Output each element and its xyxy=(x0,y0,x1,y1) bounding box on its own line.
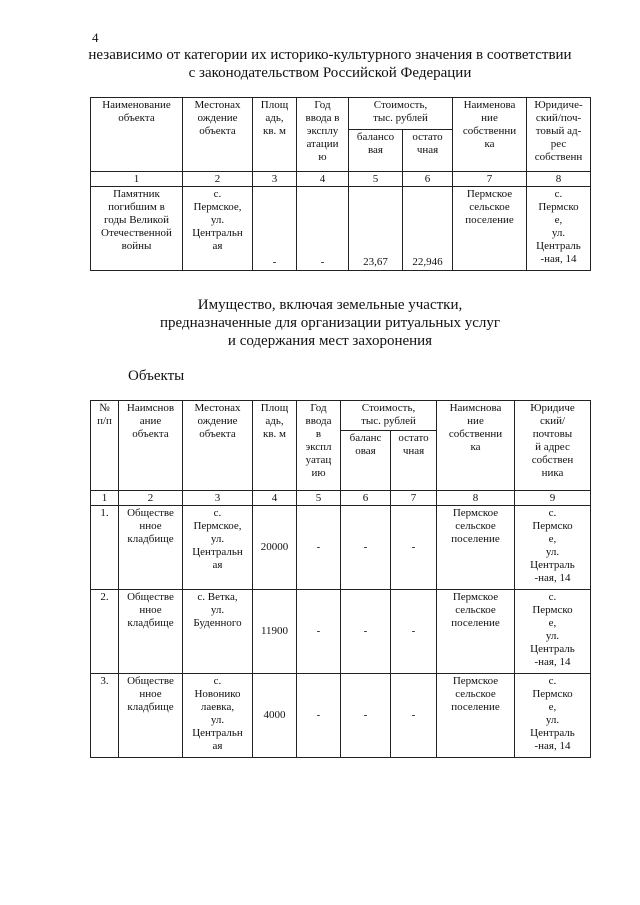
cell-text-line: собственн xyxy=(534,151,583,163)
cell-text-line: й адрес xyxy=(535,441,570,453)
column-number-row xyxy=(91,172,591,187)
cell-text-line: Централь xyxy=(536,240,581,252)
column-number-row xyxy=(91,491,591,506)
cell-text-line: Площ xyxy=(260,402,289,414)
cell-text-line: ул. xyxy=(210,604,225,616)
cell-text-line: овая xyxy=(355,445,376,457)
cell-text-line: войны xyxy=(121,240,152,252)
col-header-legal-address xyxy=(515,401,591,491)
cell-text-line: Отечественной xyxy=(101,227,172,239)
cell-text-line: с. xyxy=(213,507,222,519)
cell-text-line: ая xyxy=(212,740,223,752)
column-number: 4 xyxy=(297,172,349,187)
object-year: - xyxy=(297,506,341,590)
cell-text-line: баланс xyxy=(349,432,382,444)
cell-text-line: объекта xyxy=(199,428,236,440)
cell-text-line: Обществе xyxy=(127,507,174,519)
cell-text-line: с. xyxy=(548,507,557,519)
col-header-cost xyxy=(341,401,437,431)
cell-text-line: поселение xyxy=(451,533,500,545)
cell-text-line: объекта xyxy=(199,125,236,137)
cell-text-line: Пермско xyxy=(532,604,573,616)
cell-text-line: ул. xyxy=(545,630,560,642)
object-residual-cost: - xyxy=(391,674,437,758)
column-number: 7 xyxy=(453,172,527,187)
cell-text-line: поселение xyxy=(465,214,514,226)
cell-text-line: Централь xyxy=(530,643,575,655)
row-number: 3. xyxy=(91,674,119,758)
cell-text-line: адь, xyxy=(265,415,284,427)
object-year: - xyxy=(297,590,341,674)
col-header-location xyxy=(183,401,253,491)
cell-text-line: остато xyxy=(412,131,443,143)
object-area: - xyxy=(253,187,297,271)
cell-text-line: Централь xyxy=(530,727,575,739)
cell-text-line: с. Ветка, xyxy=(197,591,238,603)
column-number: 8 xyxy=(527,172,591,187)
object-location xyxy=(183,506,253,590)
cell-text-line: погибшим в xyxy=(108,201,165,213)
cell-text-line: Новонико xyxy=(194,688,241,700)
cell-text-line: ю xyxy=(318,151,327,163)
cell-text-line: -ная, 14 xyxy=(534,740,571,752)
cell-text-line: Наимснова xyxy=(449,402,502,414)
cell-text-line: с. xyxy=(213,188,222,200)
object-balance-cost: - xyxy=(341,674,391,758)
cemetery-table xyxy=(90,400,591,758)
cell-text-line: с. xyxy=(548,591,557,603)
cell-text-line: ание xyxy=(139,415,162,427)
cell-text-line: ский/поч- xyxy=(535,112,582,124)
cell-text-line: адь, xyxy=(265,112,284,124)
cell-text-line: лаевка, xyxy=(200,701,235,713)
cell-text-line: кладбище xyxy=(127,701,174,713)
cell-text-line: собственни xyxy=(448,428,503,440)
cell-text-line: эксплу xyxy=(306,125,339,137)
cell-text-line: кладбище xyxy=(127,617,174,629)
table-row xyxy=(91,590,591,674)
object-name xyxy=(119,674,183,758)
cell-text-line: Наименование xyxy=(102,99,171,111)
cell-text-line: атации xyxy=(306,138,339,150)
cell-text-line: тыс. рублей xyxy=(373,112,428,124)
object-name xyxy=(91,187,183,271)
cell-text-line: в xyxy=(315,428,322,440)
cell-text-line: собственни xyxy=(462,125,517,137)
object-owner xyxy=(437,674,515,758)
cell-text-line: п/п xyxy=(97,415,112,427)
cell-text-line: кв. м xyxy=(263,428,286,440)
cell-text-line: с. xyxy=(548,675,557,687)
cell-text-line: ождение xyxy=(197,112,238,124)
cell-text-line: Юридиче xyxy=(530,402,575,414)
column-number: 4 xyxy=(253,491,297,506)
cell-text-line: ая xyxy=(212,240,223,252)
intro-line: с законодательством Российской Федерации xyxy=(188,65,472,81)
cell-text-line: Год xyxy=(314,99,331,111)
cell-text-line: собствен xyxy=(531,454,574,466)
row-number: 1. xyxy=(91,506,119,590)
cell-text-line: Центральн xyxy=(192,227,243,239)
cell-text-line: ка xyxy=(484,138,495,150)
intro-line: независимо от категории их историко-культурного значения в соответствии xyxy=(88,47,572,63)
object-location xyxy=(183,590,253,674)
cell-text-line: объекта xyxy=(118,112,155,124)
page-number: 4 xyxy=(92,30,99,45)
object-year: - xyxy=(297,674,341,758)
column-number: 8 xyxy=(437,491,515,506)
cell-text-line: Юридиче- xyxy=(534,99,583,111)
object-area: 4000 xyxy=(253,674,297,758)
col-header-name xyxy=(119,401,183,491)
column-number: 5 xyxy=(349,172,403,187)
column-number: 1 xyxy=(91,491,119,506)
object-residual-cost: - xyxy=(391,506,437,590)
object-owner xyxy=(437,506,515,590)
object-location xyxy=(183,674,253,758)
cell-text-line: кладбище xyxy=(127,533,174,545)
row-number: 2. xyxy=(91,590,119,674)
cell-text-line: ский/ xyxy=(539,415,566,427)
col-header-year xyxy=(297,401,341,491)
cell-text-line: кв. м xyxy=(263,125,286,137)
cell-text-line: Пермское xyxy=(452,675,499,687)
cell-text-line: тыс. рублей xyxy=(361,415,416,427)
col-header-owner xyxy=(437,401,515,491)
cell-text-line: ождение xyxy=(197,415,238,427)
intro-text xyxy=(60,46,600,82)
col-header-balance xyxy=(341,431,391,491)
cell-text-line: ул. xyxy=(551,227,566,239)
cell-text-line: Пермское, xyxy=(193,201,242,213)
object-year: - xyxy=(297,187,349,271)
col-header-number xyxy=(91,401,119,491)
cell-text-line: ние xyxy=(481,112,498,124)
cell-text-line: Пермско xyxy=(538,201,579,213)
cell-text-line: Централь xyxy=(530,559,575,571)
heading-line: и содержания мест захоронения xyxy=(227,333,433,349)
cell-text-line: поселение xyxy=(451,617,500,629)
object-balance-cost: - xyxy=(341,506,391,590)
cell-text-line: -ная, 14 xyxy=(534,572,571,584)
cell-text-line: чная xyxy=(402,445,425,457)
cell-text-line: чная xyxy=(416,144,439,156)
col-header-cost xyxy=(349,98,453,130)
cell-text-line: ка xyxy=(470,441,481,453)
cell-text-line: ника xyxy=(541,467,564,479)
cell-text-line: Пермское xyxy=(452,591,499,603)
col-header-year xyxy=(297,98,349,172)
object-balance-cost: 23,67 xyxy=(349,187,403,271)
object-name xyxy=(119,506,183,590)
cell-text-line: уатац xyxy=(305,454,332,466)
cell-text-line: остато xyxy=(398,432,429,444)
cell-text-line: нное xyxy=(139,604,162,616)
cell-text-line: № xyxy=(99,402,110,414)
cell-text-line: сельское xyxy=(455,520,496,532)
cell-text-line: товый ад- xyxy=(535,125,582,137)
object-owner xyxy=(453,187,527,271)
column-number: 5 xyxy=(297,491,341,506)
cell-text-line: ию xyxy=(311,467,326,479)
object-area: 20000 xyxy=(253,506,297,590)
cell-text-line: ул. xyxy=(210,214,225,226)
cell-text-line: сельское xyxy=(469,201,510,213)
object-residual-cost: 22,946 xyxy=(403,187,453,271)
cell-text-line: Обществе xyxy=(127,591,174,603)
cell-text-line: почтовы xyxy=(532,428,573,440)
object-location xyxy=(183,187,253,271)
cell-text-line: Наимснов xyxy=(126,402,175,414)
cell-text-line: нное xyxy=(139,688,162,700)
cell-text-line: поселение xyxy=(451,701,500,713)
cell-text-line: с. xyxy=(554,188,563,200)
section-heading xyxy=(60,296,600,350)
heading-line: Имущество, включая земельные участки, xyxy=(197,297,463,313)
object-owner xyxy=(437,590,515,674)
cell-text-line: е, xyxy=(548,533,557,545)
cell-text-line: нное xyxy=(139,520,162,532)
cell-text-line: Пермско xyxy=(532,520,573,532)
cell-text-line: ул. xyxy=(545,714,560,726)
cell-text-line: Пермское xyxy=(452,507,499,519)
col-header-residual xyxy=(403,130,453,172)
column-number: 1 xyxy=(91,172,183,187)
table-row xyxy=(91,506,591,590)
col-header-owner xyxy=(453,98,527,172)
object-balance-cost: - xyxy=(341,590,391,674)
cell-text-line: Год xyxy=(310,402,327,414)
cell-text-line: Стоимость, xyxy=(373,99,428,111)
cell-text-line: ввода xyxy=(305,415,332,427)
col-header-location xyxy=(183,98,253,172)
cell-text-line: рес xyxy=(550,138,567,150)
cell-text-line: Местонах xyxy=(194,99,241,111)
col-header-area xyxy=(253,401,297,491)
cell-text-line: Пермское, xyxy=(193,520,242,532)
cell-text-line: годы Великой xyxy=(104,214,169,226)
cell-text-line: экспл xyxy=(305,441,332,453)
cell-text-line: Пермско xyxy=(532,688,573,700)
cell-text-line: Обществе xyxy=(127,675,174,687)
object-legal-address xyxy=(527,187,591,271)
cell-text-line: е, xyxy=(548,701,557,713)
cell-text-line: ая xyxy=(212,559,223,571)
column-number: 3 xyxy=(183,491,253,506)
subheading: Объекты xyxy=(128,368,185,384)
cell-text-line: Наименова xyxy=(463,99,516,111)
cell-text-line: Центральн xyxy=(192,546,243,558)
column-number: 6 xyxy=(341,491,391,506)
cell-text-line: объекта xyxy=(132,428,169,440)
cell-text-line: ул. xyxy=(210,533,225,545)
cell-text-line: -ная, 14 xyxy=(540,253,577,265)
cell-text-line: Местонах xyxy=(194,402,241,414)
column-number: 2 xyxy=(119,491,183,506)
cell-text-line: балансо xyxy=(356,131,395,143)
table-row xyxy=(91,187,591,271)
cell-text-line: ул. xyxy=(545,546,560,558)
cell-text-line: е, xyxy=(554,214,563,226)
column-number: 6 xyxy=(403,172,453,187)
cell-text-line: ввода в xyxy=(305,112,340,124)
cell-text-line: -ная, 14 xyxy=(534,656,571,668)
column-number: 2 xyxy=(183,172,253,187)
object-legal-address xyxy=(515,674,591,758)
cell-text-line: ние xyxy=(467,415,484,427)
table-row xyxy=(91,674,591,758)
monument-table xyxy=(90,97,591,271)
cell-text-line: Стоимость, xyxy=(361,402,416,414)
cell-text-line: Площ xyxy=(260,99,289,111)
cell-text-line: е, xyxy=(548,617,557,629)
col-header-name xyxy=(91,98,183,172)
column-number: 3 xyxy=(253,172,297,187)
cell-text-line: вая xyxy=(368,144,383,156)
cell-text-line: сельское xyxy=(455,604,496,616)
cell-text-line: сельское xyxy=(455,688,496,700)
col-header-balance xyxy=(349,130,403,172)
cell-text-line: Центральн xyxy=(192,727,243,739)
column-number: 7 xyxy=(391,491,437,506)
object-name xyxy=(119,590,183,674)
column-number: 9 xyxy=(515,491,591,506)
object-legal-address xyxy=(515,590,591,674)
col-header-residual xyxy=(391,431,437,491)
heading-line: предназначенные для организации ритуальных услуг xyxy=(159,315,501,331)
cell-text-line: с. xyxy=(213,675,222,687)
cell-text-line: ул. xyxy=(210,714,225,726)
cell-text-line: Пермское xyxy=(466,188,513,200)
object-legal-address xyxy=(515,506,591,590)
cell-text-line: Буденного xyxy=(193,617,242,629)
col-header-area xyxy=(253,98,297,172)
object-residual-cost: - xyxy=(391,590,437,674)
col-header-legal-address xyxy=(527,98,591,172)
cell-text-line: Памятник xyxy=(113,188,160,200)
object-area: 11900 xyxy=(253,590,297,674)
